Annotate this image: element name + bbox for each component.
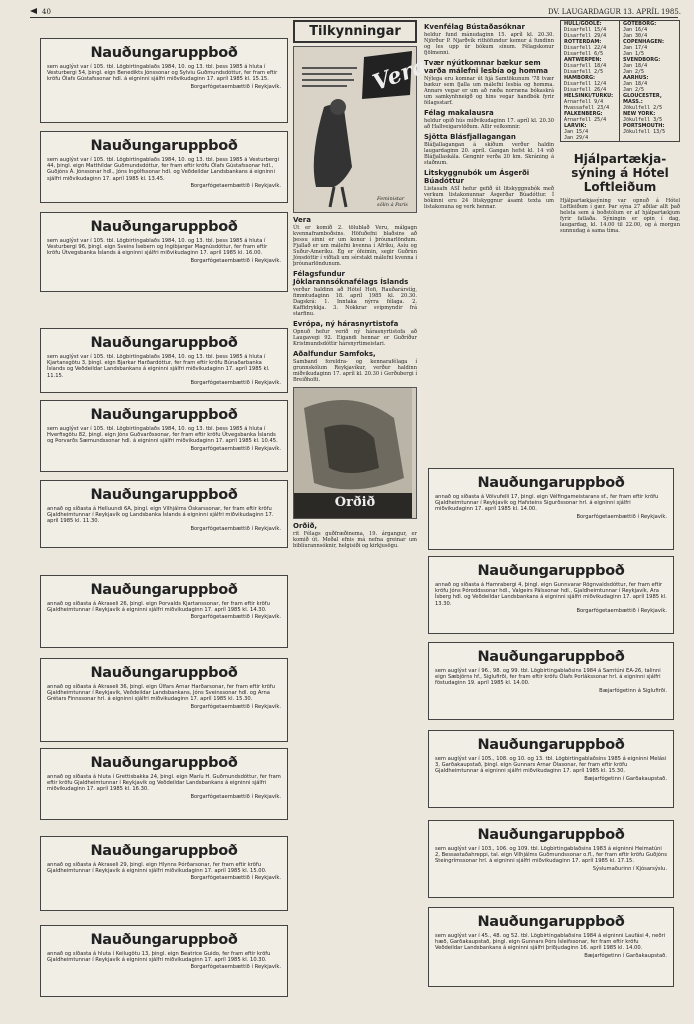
- schedule-port: FALKENBERG:: [564, 111, 603, 117]
- vera-script: Vera: [369, 52, 430, 97]
- auction-ad-body: sem auglýst var í 105. tbl. Lögbirtingablaðs 1984, 10. og 13. tbl. þess 1985 á hluta í Hverfisgötu 82, þingl. eign Jóns Guðvarðssonar, fer fram eftir kröfu Útvegsbanka Íslands og Þorvarðs Sæmundssonar hdl. á eigninni sjálfri miðvikudaginn 17. apríl 1985 kl. 10.45.: [47, 426, 278, 445]
- schedule-port: COPENHAGEN:: [623, 39, 664, 45]
- auction-ad-title: Nauðungaruppboð: [90, 582, 238, 598]
- auction-ad-body: annað og síðasta á Akraseli 26, þingl. eign Þorvalds Kjartanssonar, fer fram eftir kröfu Gjaldheimtunnar í Reykjavík á eigninni sjálfri miðvikudaginn 17. apríl 1985 kl. 14.30.: [47, 601, 270, 614]
- schedule-port: LARVIK:: [564, 123, 587, 129]
- schedule-entry: Jan 18/4: [623, 81, 648, 87]
- vera-title: Vera: [293, 216, 311, 224]
- schedule-entry: Disarfell 2/5: [564, 69, 604, 75]
- vera-text: Út er komið 2. tölublað Veru, málgagn kvennaframboðsins. Höfuðefni blaðsins að þessu sinni er um konur í þróunarlöndum. Fjallað er um málefni kvenna í Afríku, Asíu og Suður-Ameríku. Ég er ófeimin, segir Guðrún Jónsdóttir í viðtali um sérstakt málefni kvenna í þróunarlöndunum.: [293, 225, 417, 267]
- schedule-entry: Jan 2/5: [623, 87, 645, 93]
- notice-title: Aðalfundur Samfoks,: [293, 350, 376, 358]
- schedule-entry: Jan 15/4: [564, 129, 589, 135]
- schedule-entry: Jan 17/4: [623, 45, 648, 51]
- schedule-column: [560, 20, 680, 234]
- schedule-entry: Jan 16/4: [623, 27, 648, 33]
- auction-ad: [40, 212, 288, 292]
- auction-ad-signature: Sýslumaðurinn í Kjósarsýslu.: [592, 865, 667, 872]
- auction-ad-body: annað og síðasta á Hamrabergi 4, þingl. eign Gunnvarar Rögnvaldsdóttur, fer fram eftir kröfu Jóns Þóroddssonar hdl., Valgeirs Pálssonar hdl., Gjaldheimtunnar í Reykjavík, Ara Ísberg hdl. og Veðdeildar Landsbankans á eigninni sjálfri miðvikudaginn 17. apríl 1985 kl. 13.30.: [435, 582, 667, 607]
- auction-ad-title: Nauðungaruppboð: [90, 755, 238, 771]
- auction-ad-body: sem auglýst var í 105. tbl. Lögbirtingablaðs 1984, 10. og 13. tbl. þess 1985 á hluta í Kjartansgötu 3, þingl. eign Bjarkar Harðardóttur, fer fram eftir kröfu Búnaðarbanka Íslands og Veðdeildar Landsbankans á eigninni sjálfri miðvikudaginn 17. apríl 1985 kl. 11.15.: [47, 354, 270, 379]
- auction-ad: [428, 468, 674, 550]
- auction-ad: [428, 556, 674, 634]
- tilkynningar-column: [293, 20, 430, 1010]
- schedule-port: HULL/GOOLE:: [564, 21, 602, 27]
- auction-ad-title: Nauðungaruppboð: [90, 138, 238, 154]
- page-arrow-icon: [30, 8, 40, 14]
- notice-title: Litskyggnubók um Ásgerði Búadóttur: [424, 169, 530, 185]
- auction-ad-title: Nauðungaruppboð: [477, 475, 625, 491]
- ordid-cover-title: Orðið: [334, 495, 376, 510]
- notice-text: heldur fund mánudaginn 15. apríl kl. 20.30. Njörður P. Njarðvík rithöfundur kemur á fundinn og les upp úr bókum sínum. Félagskonur fjölmenni.: [424, 32, 554, 56]
- schedule-entry: Disarfell 22/4: [564, 45, 607, 51]
- auction-ad: [40, 658, 288, 742]
- header-rule: [30, 17, 678, 18]
- hjalpar-heading: Hjálpartækja-sýning á Hótel Loftleiðum: [571, 152, 669, 194]
- auction-ad-signature: Borgarfógetaembættið í Reykjavík.: [576, 607, 667, 614]
- auction-ad-signature: Borgarfógetaembættið í Reykjavík.: [190, 83, 281, 90]
- schedule-port: HAMBORG:: [564, 75, 596, 81]
- auction-ad-body: sem auglýst var í 105., 108. og 10. og 13. tbl. Lögbirtingablaðsins 1985 á eigninni Melási 3, Garðakaupstað, þingl. eign Gunnars Arnar Ólasonar, fer fram eftir kröfu Gjaldheimtunnar á eigninni sjálfri miðvikudaginn 17. apríl 1985 kl. 15.30.: [435, 756, 667, 775]
- auction-ad: [428, 642, 674, 720]
- auction-ad-signature: Borgarfógetaembættið í Reykjavík.: [576, 513, 667, 520]
- auction-ad-body: annað og síðasta á Akraseli 29, þingl. eign Hlynns Þórðarsonar, fer fram eftir kröfu Gjaldheimtunnar í Reykjavík á eigninni sjálfri miðvikudaginn 17. apríl 1985 kl. 15.00.: [47, 862, 267, 875]
- schedule-entry: Arnarfell 9/4: [564, 99, 604, 105]
- auction-ad: [40, 836, 288, 911]
- auction-ad: [40, 575, 288, 648]
- auction-ad: [40, 328, 288, 393]
- auction-ad: [40, 400, 288, 472]
- auction-ad-body: sem auglýst var í 96., 98. og 99. tbl. Lögbirtingablaðsins 1984 á Samtúni EA-26, talinni eign Sæbjörns hf., Siglufirði, fer fram eftir kröfu Ólafs Þorlákssonar hrl. á eigninni sjálfri föstudaginn 19. apríl 1985 kl. 14.00.: [435, 668, 661, 687]
- page-number: 40: [42, 8, 51, 16]
- auction-ad: [40, 131, 288, 203]
- auction-ad: [40, 38, 288, 123]
- schedule-port: PORTSMOUTH:: [623, 123, 665, 129]
- auction-ad-title: Nauðungaruppboð: [477, 563, 625, 579]
- notice-title: Tvær nýútkomnar bækur sem varða málefni lesbía og homma: [424, 59, 548, 75]
- schedule-port: GLOUCESTER, MASS.:: [623, 93, 662, 105]
- notice-title: Kvenfélag Bústaðasóknar: [424, 23, 525, 31]
- auction-ad-body: sem auglýst var í 105. tbl. Lögbirtingablaðs 1984, 10. og 13. tbl. þess 1985 á Vesturbergi 44, þingl. eign Matthildar Guðmundsdóttur, fer fram eftir kröfu Ólafs Gústafssonar hdl., Guðjóns Á. Jónssonar hdl., Jóns Ingólfssonar hdl. og Veðdeildar Landsbankans á eigninni sjálfri miðvikudaginn 17. apríl 1985 kl. 13.45.: [47, 157, 279, 182]
- auction-ad-title: Nauðungaruppboð: [90, 932, 238, 948]
- schedule-entry: Disarfell 12/4: [564, 81, 607, 87]
- vera-magazine-image: [294, 47, 430, 212]
- schedule-port: ANTWERPEN:: [564, 57, 602, 63]
- tilkynningar-sections: [293, 270, 417, 383]
- notice-title: Evrópa, ný hárasnyrtistofa: [293, 320, 399, 328]
- vera-photo: [293, 46, 430, 213]
- schedule-entry: Jökulfell 3/5: [623, 117, 663, 123]
- schedule-entry: Jan 29/4: [564, 135, 589, 141]
- auction-ad-body: annað og síðasta á Völvufelli 17, þingl. eign Vélfingameistarans sf., fer fram eftir kröfu Gjaldheimtunnar í Reykjavík og Hafsteins Sigurðssonar hrl. á eigninni sjálfri miðvikudaginn 17. apríl 1985 kl. 14.00.: [435, 494, 659, 513]
- auction-ad: [40, 925, 288, 997]
- auction-ad-title: Nauðungaruppboð: [477, 649, 625, 665]
- auction-ad-signature: Borgarfógetaembættið í Reykjavík.: [190, 525, 281, 532]
- auction-ad-title: Nauðungaruppboð: [477, 914, 625, 930]
- auction-ad-title: Nauðungaruppboð: [90, 487, 238, 503]
- schedule-port: AARHUS:: [623, 75, 649, 81]
- auction-ad-body: annað og síðasta á Akraseli 36, þingl. eign Úlfars Arnar Harðarsonar, fer fram eftir kröfu Gjaldheimtunnar í Reykjavík, Veðdeildar Landsbankans, Jóns Sveinssonar hdl. og Arna Grétars Finnssonar hrl. á eigninni sjálfri miðvikudaginn 17. apríl 1985 kl. 15.30.: [47, 684, 276, 703]
- schedule-entry: Disarfell 29/4: [564, 33, 607, 39]
- schedule-entry: Jan 2/5: [623, 69, 645, 75]
- notice-title: Félagsfundur Jöklarannsóknafélags Íslands: [293, 270, 409, 286]
- auction-ad-signature: Borgarfógetaembættið í Reykjavík.: [190, 379, 281, 386]
- notice-text: Bláfjallagangan á skíðum verður haldin laugardaginn 20. apríl. Gangan hefst kl. 14 við Bláfjallaskála. Gengnir verða 20 km. Skráning á staðnum.: [424, 142, 554, 166]
- auction-ad-body: annað og síðasta á hluta í Grettisbakka 24, þingl. eign Maríu H. Guðmundsdóttur, fer fram eftir kröfu Gjaldheimtunnar í Reykjavík og Veðdeildar Landsbankans á eigninni sjálfri miðvikudaginn 17. apríl 1985 kl. 16.30.: [47, 774, 281, 793]
- auction-ad-body: sem auglýst var í 105. tbl. Lögbirtingablaðs 1984, 10. og 13. tbl. þess 1985 á hluta í Vesturbergi 54, þingl. eign Benedikts Jónssonar og Sylviu Guðmundsdóttur, fer fram eftir kröfu Ólafs Gústafssonar hdl. á eigninni sjálfri miðvikudaginn 17. apríl 1985 kl. 15.15.: [47, 64, 278, 83]
- tilkynningar-heading: Tilkynningar: [293, 20, 417, 43]
- auction-ad-title: Nauðungaruppboð: [90, 45, 238, 61]
- notice-title: Félag makalausra: [424, 109, 494, 117]
- notice-text: Listasafn ASÍ hefur gefið út litskyggnubók með verkum listakonunnar Ásgerðar Búadóttur. Í bókinni eru 24 litskyggnur ásamt texta um listakonuna og verk hennar.: [424, 186, 554, 210]
- schedule-port: HELSINKI/TURKU:: [564, 93, 614, 99]
- schedule-entry: Disarfell 15/4: [564, 27, 607, 33]
- schedule-entry: Jan 1/5: [623, 51, 645, 57]
- notice-text: Samband foreldra- og kennarafélaga í grunnskólum Reykjavíkur, verður haldinn miðvikudaginn 17. apríl kl. 20.30 í Gerðubergi í Breiðholti.: [293, 359, 417, 383]
- auction-ad: [40, 748, 288, 820]
- auction-ad: [428, 820, 674, 898]
- auction-ad: [428, 907, 674, 987]
- auction-ad-title: Nauðungaruppboð: [90, 665, 238, 681]
- schedule-entry: Jan 18/4: [623, 63, 648, 69]
- auction-ad-signature: Borgarfógetaembættið í Reykjavík.: [190, 182, 281, 189]
- auction-ad-signature: Borgarfógetaembættið í Reykjavík.: [190, 964, 281, 971]
- auction-ad: [40, 480, 288, 548]
- auction-ad-title: Nauðungaruppboð: [90, 219, 238, 235]
- notice-title: Sjötta Blásfjallagangan: [424, 133, 516, 141]
- schedule-entry: Arnarfell 25/4: [564, 117, 607, 123]
- notice-text: Nýlega eru komnar út hjá Samtökunum '78 tvær bækur sem fjalla um málefni lesbía og homma. Annars vegar er um að ræða norræna bókaskrá um samkynhneigð og hins vegar handbók fyrir félagsstarf.: [424, 76, 554, 106]
- schedule-entry: Disarfell 18/4: [564, 63, 607, 69]
- notice-text: heldur opið hús miðvikudaginn 17. apríl kl. 20.30 að Hallveigarstöðum. Allir velkomnir.: [424, 118, 554, 130]
- hjalpar-text: Hjálpartækjasýning var opnuð á Hótel Loftleiðum í gær. Þar sýna 27 aðilar allt það helsta sem á boðstólum er af hjálpartækjum fyrir fatlaða. Sýningin er opin í dag, laugardag, kl. 14.00 til 22.00, og á morgun sunnudag á sama tíma.: [560, 198, 680, 234]
- schedule-port: ROTTERDAM:: [564, 39, 602, 45]
- schedule-entry: Jan 30/4: [623, 33, 648, 39]
- auction-ad-signature: Bæjarfógetinn í Garðakaupstað.: [584, 952, 667, 959]
- schedule-port: GÖTEBORG:: [623, 21, 657, 27]
- schedule-port: SVENDBORG:: [623, 57, 661, 63]
- auction-ad-signature: Borgarfógetaembættið í Reykjavík.: [190, 793, 281, 800]
- schedule-right: [620, 21, 679, 141]
- auction-ad-signature: Borgarfógetaembættið í Reykjavík.: [190, 703, 281, 710]
- announcements-column: [424, 20, 554, 210]
- auction-ad-body: annað og síðasta á Helluundi 6A, þingl. eign Vilhjálms Óskarssonar, fer fram eftir kröfu Gjaldheimtunnar í Reykjavík og Landsbanka Íslands á eigninni sjálfri miðvikudaginn 17. apríl 1985 kl. 11.30.: [47, 506, 274, 525]
- auction-ad-title: Nauðungaruppboð: [477, 737, 625, 753]
- auction-ad-signature: Bæjarfógetinn á Siglufirði.: [599, 687, 667, 694]
- schedule-left: [561, 21, 620, 141]
- ordid-text: rit Félags guðfræðinema, 19. árgangur, er komið út. Meðal efnis má nefna greinar um biblíurannsóknir, helgisiði og kirkjusögu.: [293, 531, 417, 549]
- auction-ad-signature: Borgarfógetaembættið í Reykjavík.: [190, 257, 281, 264]
- paper-date: DV. LAUGARDAGUR 13. APRÍL 1985.: [548, 8, 682, 16]
- auction-ad-body: sem auglýst var í 45., 48. og 52. tbl. Lögbirtingablaðsins 1984 á eigninni Laufási 4, neðri hæð, Garðakaupstað, þingl. eign Gunnars Þórs Ísleifssonar, fer fram eftir kröfu Veðdeildar Landsbankans á eigninni sjálfri þriðjudaginn 16. apríl 1985 kl. 14.00.: [435, 933, 666, 952]
- schedule-entry: Jökulfell 2/5: [623, 105, 663, 111]
- notice-text: Opnuð hefur verið ný hárasnyrtistofa að Laugavegi 92. Eigandi hennar er Guðríður Kristmundsdóttir hársnyrtimeistari.: [293, 329, 417, 347]
- schedule-entry: Jökulfell 13/5: [623, 129, 666, 135]
- schedule-entry: Disarfell 26/4: [564, 87, 607, 93]
- auction-ad-signature: Borgarfógetaembættið í Reykjavík.: [190, 445, 281, 452]
- notice-text: verður haldinn að Hótel Hofi, Rauðarárstíg, fimmtudaginn 18. apríl 1985 kl. 20.30. Dagskrá: 1. Inntaka nýrra félaga. 2. Kaffidrykkja. 3. Nokkrar svipmyndir frá starfinu.: [293, 287, 417, 317]
- auction-ad-body: sem auglýst var í 105. tbl. Lögbirtingablaðs 1984, 10. og 13. tbl. þess 1985 á hluta í Vesturbergi 96, þingl. eign Sveins Ísebern og Ingibjargar Magnúsdóttur, fer fram eftir kröfu Útvegsbanka Íslands á eigninni sjálfri miðvikudaginn 17. apríl 1985 kl. 16.00.: [47, 238, 268, 257]
- auction-ad-title: Nauðungaruppboð: [477, 827, 625, 843]
- auction-ad-body: annað og síðasta á hluta í Keilugötu 13, þingl. eign Beatrice Guido, fer fram eftir kröfu Gjaldheimtunnar í Reykjavík á eigninni sjálfri miðvikudaginn 17. apríl 1985 kl. 10.30.: [47, 951, 271, 964]
- shipping-schedule: [560, 20, 680, 142]
- auction-ad-signature: Borgarfógetaembættið í Reykjavík.: [190, 614, 281, 621]
- auction-ad-title: Nauðungaruppboð: [90, 335, 238, 351]
- schedule-entry: Disarfell 6/5: [564, 51, 604, 57]
- schedule-port: NEW YORK:: [623, 111, 656, 117]
- auction-ad: [428, 730, 674, 808]
- auction-ad-signature: Bæjarfógetinn í Garðakaupstað.: [584, 775, 667, 782]
- auction-ad-title: Nauðungaruppboð: [90, 843, 238, 859]
- auction-ad-body: sem auglýst var í 103., 106. og 109. tbl. Lögbirtingablaðsins 1983 á eigninni Heimatúni 2, Bessastaðahreppi, tal. eign Vilhjálms Guðmundssonar o.fl., fer fram eftir kröfu Guðjóns Steingrímssonar hrl. á eigninni sjálfri miðvikudaginn 17. apríl 1985 kl. 17.15.: [435, 846, 667, 865]
- schedule-entry: Hvassafell 23/4: [564, 105, 610, 111]
- photo-caption: Feministar sölin á París: [377, 196, 408, 208]
- auction-ad-signature: Borgarfógetaembættið í Reykjavík.: [190, 875, 281, 882]
- ordid-cover-photo: [293, 387, 417, 519]
- auction-ad-title: Nauðungaruppboð: [90, 407, 238, 423]
- ordid-title: Orðið,: [293, 522, 318, 530]
